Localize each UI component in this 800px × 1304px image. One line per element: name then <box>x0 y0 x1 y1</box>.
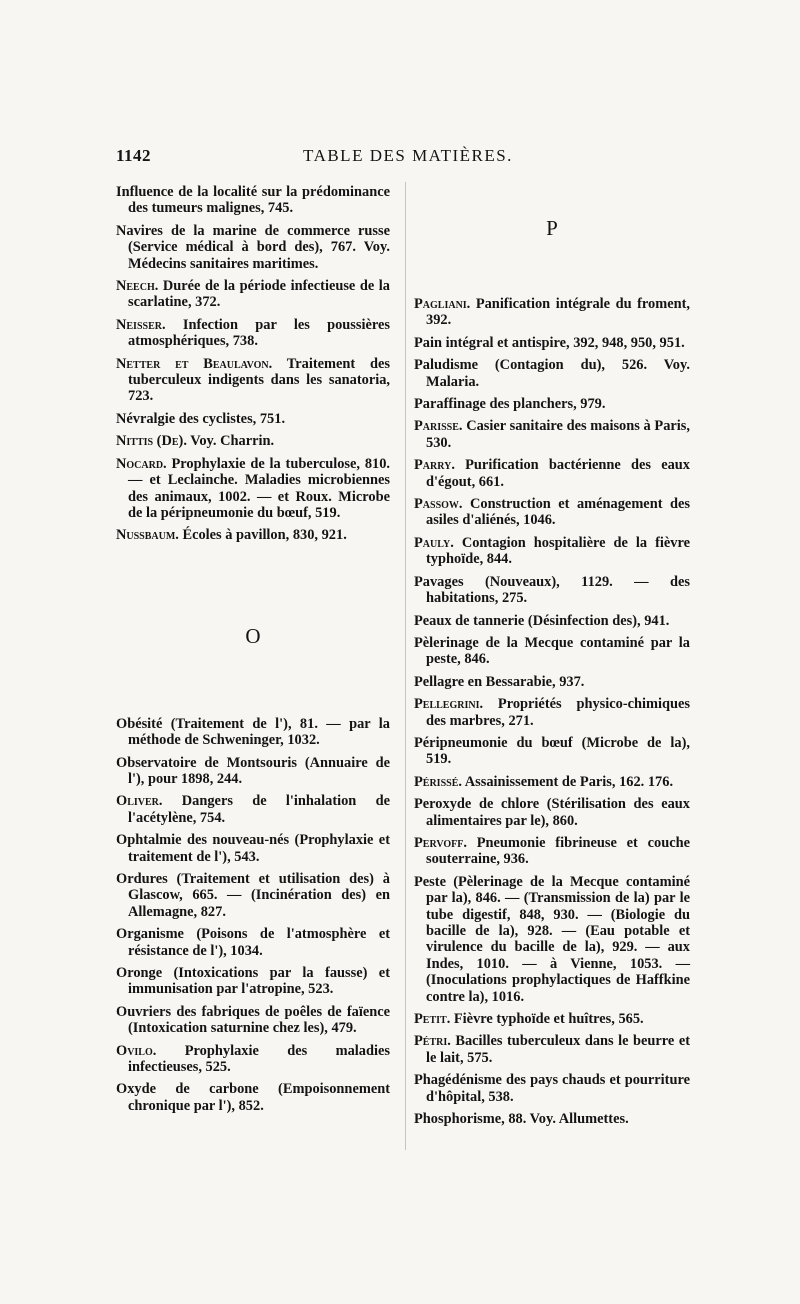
index-entry: Pagliani. Panification intégrale du froment, 392. <box>414 296 690 329</box>
left-column <box>116 184 390 1120</box>
index-entry: Peste (Pèlerinage de la Mecque contaminé par la), 846. — (Transmission de la) par le tube digestif, 848, 930. — (Biologie du bacille de la), 928. — (Eau potable et virulence du bacille de la), 929. — aux Indes, 1010. — à Vienne, 1053. — (Inoculations prophylactiques de Haffkine contre la), 1016. <box>414 873 690 1005</box>
index-entry: Observatoire de Montsouris (Annuaire de l'), pour 1898, 244. <box>116 754 390 787</box>
page-header <box>108 146 708 170</box>
section-letter-o: O <box>245 623 261 648</box>
index-entry: Passow. Construction et aménagement des asiles d'aliénés, 1046. <box>414 496 690 529</box>
index-entry: Pellegrini. Propriétés physico-chimiques des marbres, 271. <box>414 696 690 729</box>
index-entry: Oronge (Intoxications par la fausse) et immunisation par l'atropine, 523. <box>116 965 390 998</box>
section-letter-p: P <box>546 216 558 240</box>
index-entry: Pervoff. Pneumonie fibrineuse et couche souterraine, 936. <box>414 834 690 868</box>
index-entry: Obésité (Traitement de l'), 81. — par la méthode de Schweninger, 1032. <box>116 715 390 749</box>
index-entry: Ouvriers des fabriques de poêles de faïence (Intoxication saturnine chez les), 479. <box>116 1003 390 1037</box>
index-entry: Neisser. Infection par les poussières atmosphériques, 738. <box>116 316 390 350</box>
index-entry: Influence de la localité sur la prédominance des tumeurs malignes, 745. <box>116 184 390 217</box>
index-entry: Peaux de tannerie (Désinfection des), 941. <box>414 612 670 629</box>
index-entry: Ovilo. Prophylaxie des maladies infectieuses, 525. <box>116 1042 390 1076</box>
index-entry: Petit. Fièvre typhoïde et huîtres, 565. <box>414 1011 644 1028</box>
index-entry: Phagédénisme des pays chauds et pourriture d'hôpital, 538. <box>414 1072 690 1105</box>
page-number: 1142 <box>116 146 152 165</box>
index-entry: Paludisme (Contagion du), 526. Voy. Malaria. <box>414 357 690 390</box>
index-entry: Parry. Purification bactérienne des eaux d'égout, 661. <box>414 457 690 490</box>
index-entry: Péripneumonie du bœuf (Microbe de la), 519. <box>414 734 690 768</box>
index-entry: Ordures (Traitement et utilisation des) à Glascow, 665. — (Incinération des) en Allemagne, 827. <box>116 870 390 920</box>
index-entry: Paraffinage des planchers, 979. <box>414 396 606 413</box>
column-divider <box>405 182 406 1150</box>
index-entry: Pétri. Bacilles tuberculeux dans le beurre et le lait, 575. <box>414 1033 690 1066</box>
index-entry: Périssé. Assainissement de Paris, 162. 176. <box>414 773 674 790</box>
index-entry: Ophtalmie des nouveau-nés (Prophylaxie et traitement de l'), 543. <box>116 832 390 865</box>
index-entry: Peroxyde de chlore (Stérilisation des eaux alimentaires par le), 860. <box>414 796 690 829</box>
index-entry: Phosphorisme, 88. Voy. Allumettes. <box>414 1111 629 1128</box>
index-entry: Parisse. Casier sanitaire des maisons à Paris, 530. <box>414 418 690 451</box>
index-entry: Neech. Durée de la période infectieuse de la scarlatine, 372. <box>116 278 390 311</box>
index-entry: Pavages (Nouveaux), 1129. — des habitations, 275. <box>414 573 690 607</box>
index-entry: Nittis (De). Voy. Charrin. <box>116 433 275 450</box>
index-entry: Navires de la marine de commerce russe (Service médical à bord des), 767. Voy. Médecins sanitaires maritimes. <box>116 222 390 272</box>
running-title: TABLE DES MATIÈRES. <box>303 146 513 165</box>
right-column <box>414 184 690 1133</box>
entries-o <box>116 716 390 1115</box>
index-entry: Organisme (Poisons de l'atmosphère et résistance de l'), 1034. <box>116 926 390 959</box>
entries-n-continued <box>116 184 390 544</box>
index-entry: Oxyde de carbone (Empoisonnement chronique par l'), 852. <box>116 1081 390 1114</box>
index-entry: Netter et Beaulavon. Traitement des tuberculeux indigents dans les sanatoria, 723. <box>116 355 390 405</box>
index-entry: Pauly. Contagion hospitalière de la fièvre typhoïde, 844. <box>414 534 690 568</box>
index-entry: Pain intégral et antispire, 392, 948, 950, 951. <box>414 334 685 351</box>
index-entry: Nussbaum. Écoles à pavillon, 830, 921. <box>116 527 347 544</box>
entries-p <box>414 296 690 1127</box>
index-entry: Pèlerinage de la Mecque contaminé par la peste, 846. <box>414 634 690 668</box>
index-entry: Oliver. Dangers de l'inhalation de l'acétylène, 754. <box>116 793 390 826</box>
index-entry: Névralgie des cyclistes, 751. <box>116 410 286 427</box>
index-entry: Nocard. Prophylaxie de la tuberculose, 810. — et Leclainche. Maladies microbiennes des animaux, 1002. — et Roux. Microbe de la péripneumonie du bœuf, 519. <box>116 455 390 521</box>
index-entry: Pellagre en Bessarabie, 937. <box>414 673 585 690</box>
